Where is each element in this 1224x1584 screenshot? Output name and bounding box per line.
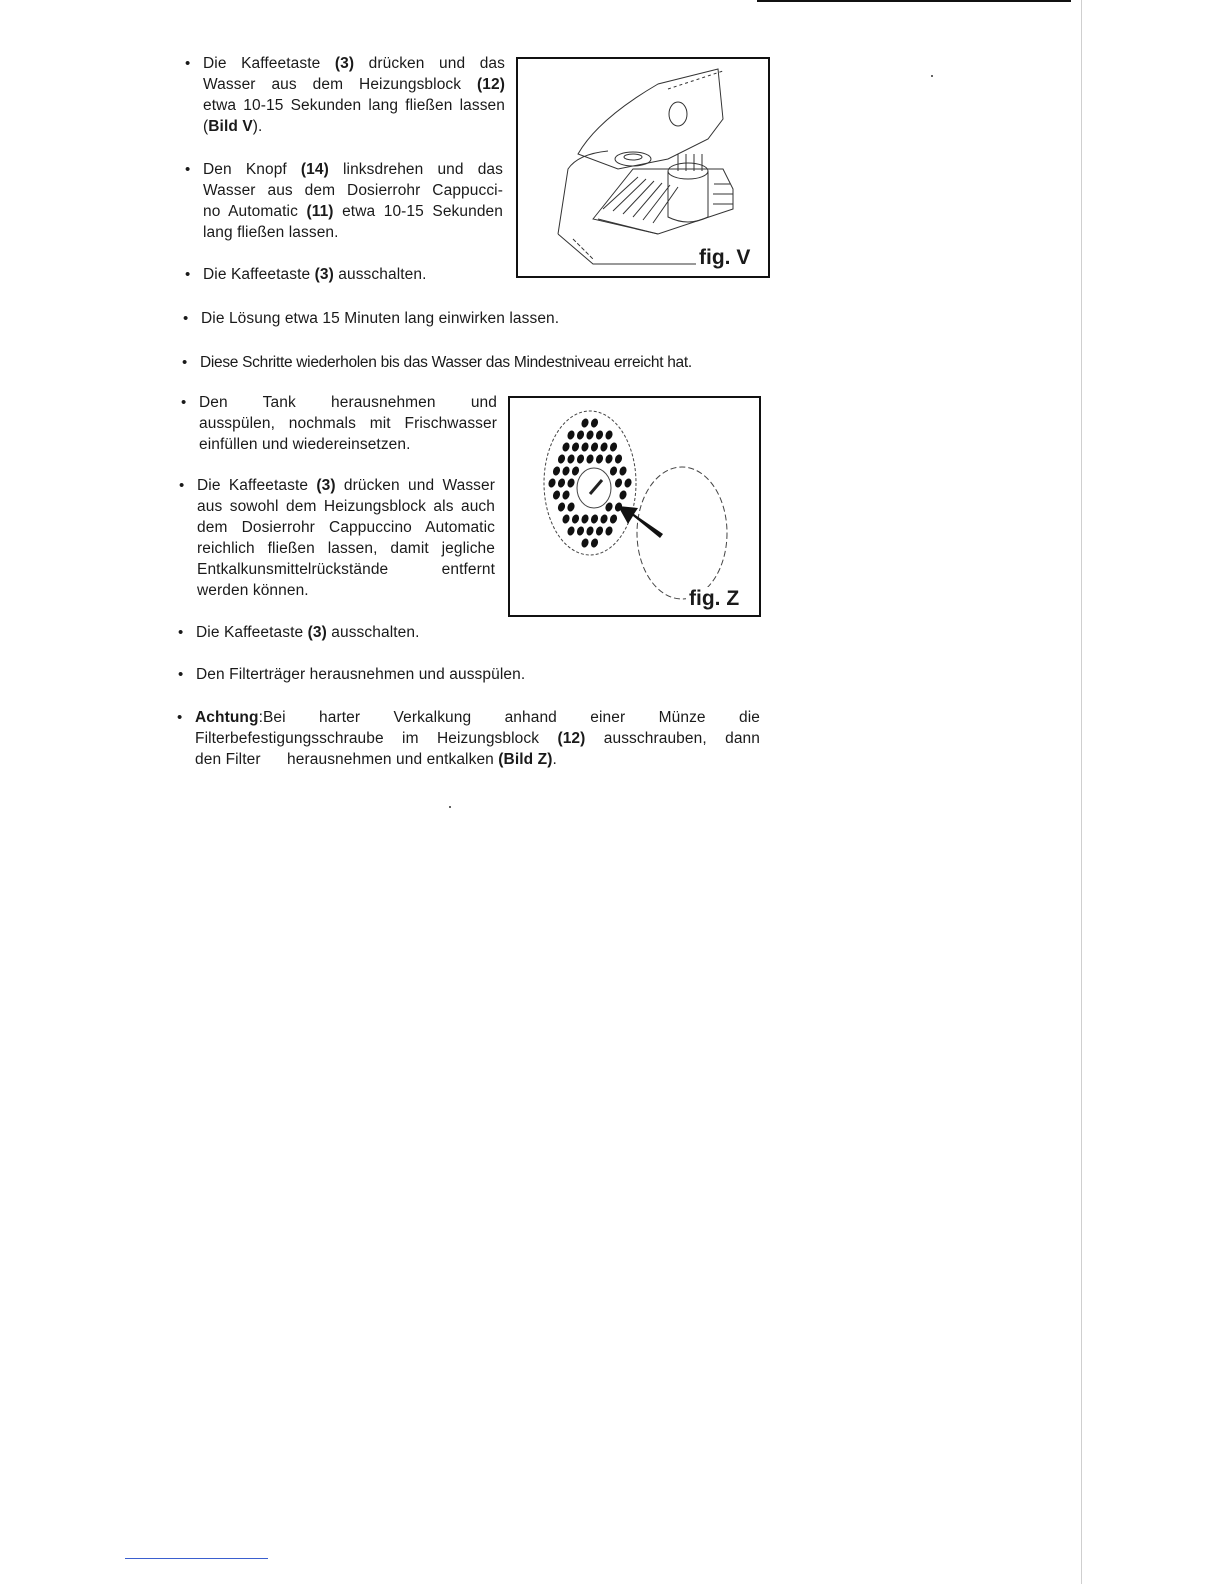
scan-speck [931,75,933,77]
filter-hole [580,418,590,429]
bullet-dot: • [181,394,187,411]
bullet-dot: • [185,161,191,178]
footer-rule [125,1558,268,1559]
filter-hole [590,514,600,525]
filter-hole [561,442,571,453]
bullet-1: • Die Kaffeetaste (3) drücken und das Wasser aus dem Heizungsblock (12) etwa 10-15 Sekunden lang fließen lassen (Bild V). [185,55,505,135]
filter-hole [604,430,614,441]
filter-hole [566,454,576,465]
bullet-dot: • [185,55,191,72]
bullet-5: • Diese Schritte wiederholen bis das Wasser das Mindestniveau erreicht hat. [182,354,692,371]
filter-hole [599,442,609,453]
filter-hole [566,430,576,441]
filter-hole [590,442,600,453]
bullet-10: • Achtung:Bei harter Verkalkung anhand einer Münze die Filterbefestigungsschraube im Heizungsblock (12) ausschrauben, dann den Filter herausnehmen und entkalken (Bild Z). [177,709,760,768]
filter-hole [585,454,595,465]
filter-hole [595,526,605,537]
filter-hole [561,514,571,525]
filter-hole [552,490,562,501]
filter-hole [604,454,614,465]
bullet-9: • Den Filterträger herausnehmen und ausspülen. [178,666,526,683]
coffee-machine-illustration [518,59,768,276]
filter-hole [580,538,590,549]
fig-v-label: fig. V [696,246,753,270]
filter-disc-illustration [510,398,759,615]
bullet-dot: • [178,624,184,641]
filter-hole [599,514,609,525]
filter-hole [614,478,624,489]
filter-hole [566,526,576,537]
filter-hole [618,466,628,477]
filter-hole [590,538,600,549]
bullet-dot: • [183,310,189,327]
filter-hole [566,478,576,489]
filter-hole [580,514,590,525]
bullet-7: • Die Kaffeetaste (3) drücken und Wasser aus sowohl dem Heizungsblock als auch dem Dosierrohr Cappuccino Automatic reichlich fließen lassen, damit jegliche Entkalkunsmittelrückstände entfernt werden können. [179,477,496,599]
filter-holes [547,418,633,549]
filter-hole [580,442,590,453]
scan-speck [449,806,451,808]
filter-hole [561,466,571,477]
filter-hole [571,466,581,477]
bullet-dot: • [178,666,184,683]
filter-hole [557,502,567,513]
bullet-8: • Die Kaffeetaste (3) ausschalten. [178,624,420,641]
bullet-dot: • [177,709,183,726]
filter-hole [585,430,595,441]
filter-hole [595,430,605,441]
bullet-dot: • [182,354,187,371]
filter-hole [618,490,628,501]
filter-hole [576,430,586,441]
filter-hole [561,490,571,501]
bullet-dot: • [185,266,191,283]
filter-hole [614,454,624,465]
fig-z-label: fig. Z [686,587,742,611]
figure-v [516,57,770,278]
bullet-4: • Die Lösung etwa 15 Minuten lang einwirken lassen. [183,310,560,327]
filter-hole [557,454,567,465]
top-rule [757,0,1071,2]
bullet-dot: • [179,477,185,494]
bullet-6: • Den Tank herausnehmen und ausspülen, nochmals mit Frischwasser einfüllen und wiedereinsetzen. [181,394,497,453]
filter-hole [623,478,633,489]
filter-hole [552,466,562,477]
filter-hole [604,526,614,537]
filter-hole [557,478,567,489]
filter-hole [609,442,619,453]
filter-hole [609,466,619,477]
page-edge-line [1081,0,1082,1584]
filter-hole [609,514,619,525]
filter-hole [595,454,605,465]
filter-hole [585,526,595,537]
filter-hole [547,478,557,489]
filter-hole [576,526,586,537]
filter-hole [566,502,576,513]
filter-hole [576,454,586,465]
filter-hole [571,514,581,525]
filter-hole [590,418,600,429]
bullet-2: • Den Knopf (14) linksdrehen und das Wasser aus dem Dosierrohr Cappucci- no Automatic (11) etwa 10-15 Sekunden lang fließen lassen. [185,161,503,241]
figure-z [508,396,761,617]
arrow-icon [618,506,663,538]
bullet-3: • Die Kaffeetaste (3) ausschalten. [185,266,427,283]
filter-hole [571,442,581,453]
